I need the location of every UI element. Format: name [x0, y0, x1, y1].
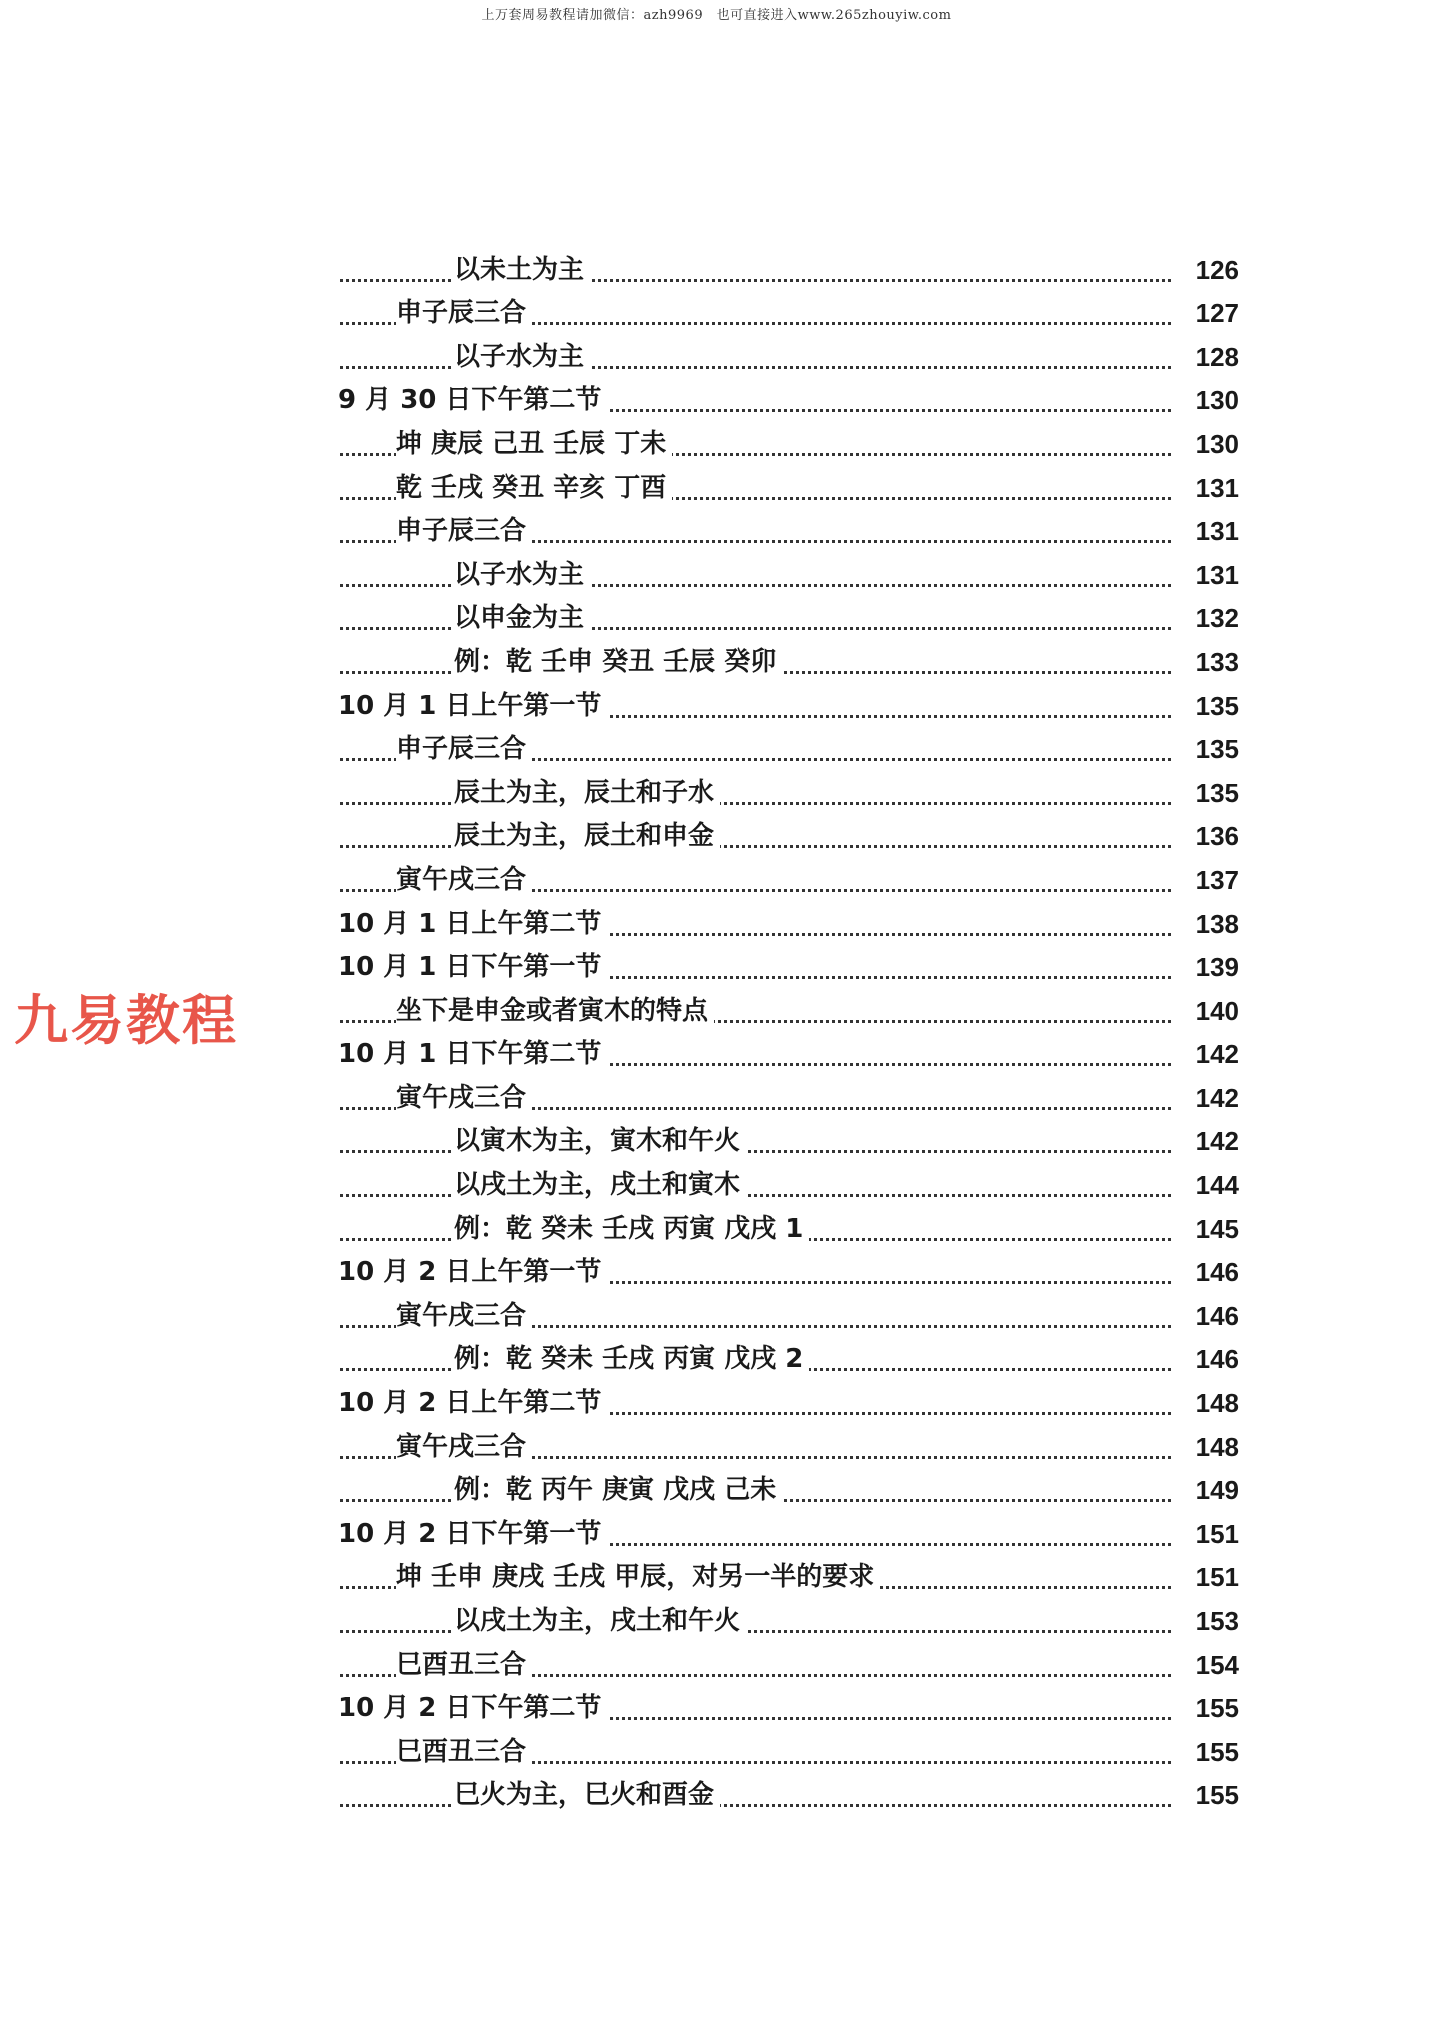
- toc-entry-title: 以戌土为主，戌土和午火: [454, 1600, 746, 1637]
- header-note: 上万套周易教程请加微信：azh9969 也可直接进入www.265zhouyiw.com: [481, 8, 952, 23]
- toc-entry-page: 148: [1190, 1388, 1239, 1419]
- toc-entry-page: 146: [1190, 1344, 1239, 1375]
- toc-entry: [0, 1643, 1433, 1687]
- toc-entry-title: 例：乾 癸未 壬戌 丙寅 戊戌 1: [454, 1208, 809, 1245]
- toc-entry-title: 以子水为主: [454, 554, 590, 591]
- toc-entry-title: 申子辰三合: [396, 292, 532, 329]
- toc-entry-title: 以子水为主: [454, 336, 590, 373]
- toc-entry-title: 坤 庚辰 己丑 壬辰 丁未: [396, 423, 672, 460]
- toc-entry: [0, 292, 1433, 336]
- toc-entry: [0, 510, 1433, 554]
- toc-entry-page: 155: [1190, 1693, 1239, 1724]
- toc-entry: [0, 248, 1433, 292]
- toc-entry-page: 131: [1190, 516, 1239, 547]
- toc-entry-title: 以未土为主: [454, 249, 590, 286]
- toc-entry-title: 以戌土为主，戌土和寅木: [454, 1164, 746, 1201]
- toc-entry: [0, 728, 1433, 772]
- toc-entry: [0, 858, 1433, 902]
- toc-entry-page: 138: [1190, 909, 1239, 940]
- toc-entry: [0, 902, 1433, 946]
- toc-entry-page: 142: [1190, 1039, 1239, 1070]
- toc-entry: [0, 422, 1433, 466]
- toc-entry-title: 例：乾 丙午 庚寅 戊戌 己未: [454, 1469, 782, 1506]
- toc-entry-title: 寅午戌三合: [396, 859, 532, 896]
- toc-entry: [0, 1599, 1433, 1643]
- toc-entry-page: 135: [1190, 734, 1239, 765]
- toc-entry: [0, 946, 1433, 990]
- table-of-contents: [0, 248, 1433, 1817]
- toc-entry-title: 寅午戌三合: [396, 1077, 532, 1114]
- toc-entry-page: 135: [1190, 691, 1239, 722]
- toc-entry: [0, 1512, 1433, 1556]
- toc-entry-title: 乾 壬戌 癸丑 辛亥 丁酉: [396, 467, 672, 504]
- toc-entry: [0, 1556, 1433, 1600]
- toc-entry-title: 巳酉丑三合: [396, 1644, 532, 1681]
- toc-entry-page: 148: [1190, 1432, 1239, 1463]
- toc-entry-page: 146: [1190, 1257, 1239, 1288]
- toc-entry-title: 巳火为主，巳火和酉金: [454, 1774, 720, 1811]
- toc-entry: [0, 771, 1433, 815]
- toc-entry-title: 10 月 1 日上午第二节: [338, 903, 607, 940]
- toc-entry: [0, 379, 1433, 423]
- toc-entry-title: 10 月 1 日下午第一节: [338, 946, 607, 983]
- toc-entry-title: 申子辰三合: [396, 510, 532, 547]
- toc-entry-page: 128: [1190, 342, 1239, 373]
- toc-entry-page: 153: [1190, 1606, 1239, 1637]
- toc-entry-page: 131: [1190, 473, 1239, 504]
- toc-entry-page: 142: [1190, 1083, 1239, 1114]
- toc-entry-page: 144: [1190, 1170, 1239, 1201]
- toc-entry-title: 辰土为主，辰土和子水: [454, 772, 720, 809]
- toc-entry: [0, 1076, 1433, 1120]
- toc-entry: [0, 1120, 1433, 1164]
- toc-entry-page: 151: [1190, 1562, 1239, 1593]
- toc-entry-page: 146: [1190, 1301, 1239, 1332]
- toc-entry-page: 132: [1190, 603, 1239, 634]
- toc-entry-page: 145: [1190, 1214, 1239, 1245]
- toc-entry-page: 126: [1190, 255, 1239, 286]
- toc-entry-page: 142: [1190, 1126, 1239, 1157]
- toc-entry-title: 巳酉丑三合: [396, 1731, 532, 1768]
- toc-entry: [0, 989, 1433, 1033]
- toc-entry-page: 130: [1190, 429, 1239, 460]
- toc-entry: [0, 684, 1433, 728]
- toc-entry-page: 136: [1190, 821, 1239, 852]
- toc-entry-title: 辰土为主，辰土和申金: [454, 815, 720, 852]
- toc-entry-title: 9 月 30 日下午第二节: [338, 379, 607, 416]
- toc-entry: [0, 1687, 1433, 1731]
- toc-entry-page: 139: [1190, 952, 1239, 983]
- toc-entry-page: 127: [1190, 298, 1239, 329]
- toc-entry: [0, 1163, 1433, 1207]
- toc-entry-title: 以申金为主: [454, 597, 590, 634]
- toc-entry-page: 155: [1190, 1737, 1239, 1768]
- toc-entry-title: 以寅木为主，寅木和午火: [454, 1120, 746, 1157]
- toc-entry: [0, 1251, 1433, 1295]
- toc-entry: [0, 1207, 1433, 1251]
- toc-entry: [0, 1033, 1433, 1077]
- toc-entry: [0, 466, 1433, 510]
- toc-entry: [0, 640, 1433, 684]
- toc-entry-page: 131: [1190, 560, 1239, 591]
- toc-entry-page: 133: [1190, 647, 1239, 678]
- toc-entry-page: 137: [1190, 865, 1239, 896]
- toc-entry-page: 151: [1190, 1519, 1239, 1550]
- toc-entry-page: 155: [1190, 1780, 1239, 1811]
- toc-entry-title: 例：乾 癸未 壬戌 丙寅 戊戌 2: [454, 1338, 809, 1375]
- toc-entry: [0, 553, 1433, 597]
- toc-entry: [0, 1381, 1433, 1425]
- toc-entry-title: 寅午戌三合: [396, 1426, 532, 1463]
- toc-entry: [0, 335, 1433, 379]
- toc-entry-title: 10 月 1 日下午第二节: [338, 1033, 607, 1070]
- toc-entry: [0, 1469, 1433, 1513]
- toc-entry-title: 申子辰三合: [396, 728, 532, 765]
- toc-entry-page: 149: [1190, 1475, 1239, 1506]
- toc-entry: [0, 815, 1433, 859]
- toc-entry: [0, 1338, 1433, 1382]
- toc-entry: [0, 1425, 1433, 1469]
- toc-entry: [0, 597, 1433, 641]
- toc-entry-page: 135: [1190, 778, 1239, 809]
- toc-entry: [0, 1774, 1433, 1818]
- toc-entry-title: 10 月 2 日上午第二节: [338, 1382, 607, 1419]
- toc-entry-title: 坤 壬申 庚戌 壬戌 甲辰，对另一半的要求: [396, 1556, 880, 1593]
- toc-entry-title: 10 月 2 日下午第一节: [338, 1513, 607, 1550]
- toc-entry-title: 例：乾 壬申 癸丑 壬辰 癸卯: [454, 641, 782, 678]
- toc-entry-page: 130: [1190, 385, 1239, 416]
- toc-entry: [0, 1294, 1433, 1338]
- watermark-logo: 九易教程: [14, 989, 238, 1052]
- toc-entry-title: 寅午戌三合: [396, 1295, 532, 1332]
- toc-entry-title: 坐下是申金或者寅木的特点: [396, 990, 714, 1027]
- toc-entry-title: 10 月 2 日下午第二节: [338, 1687, 607, 1724]
- toc-entry: [0, 1730, 1433, 1774]
- toc-entry-page: 140: [1190, 996, 1239, 1027]
- toc-entry-page: 154: [1190, 1650, 1239, 1681]
- toc-entry-title: 10 月 1 日上午第一节: [338, 685, 607, 722]
- toc-entry-title: 10 月 2 日上午第一节: [338, 1251, 607, 1288]
